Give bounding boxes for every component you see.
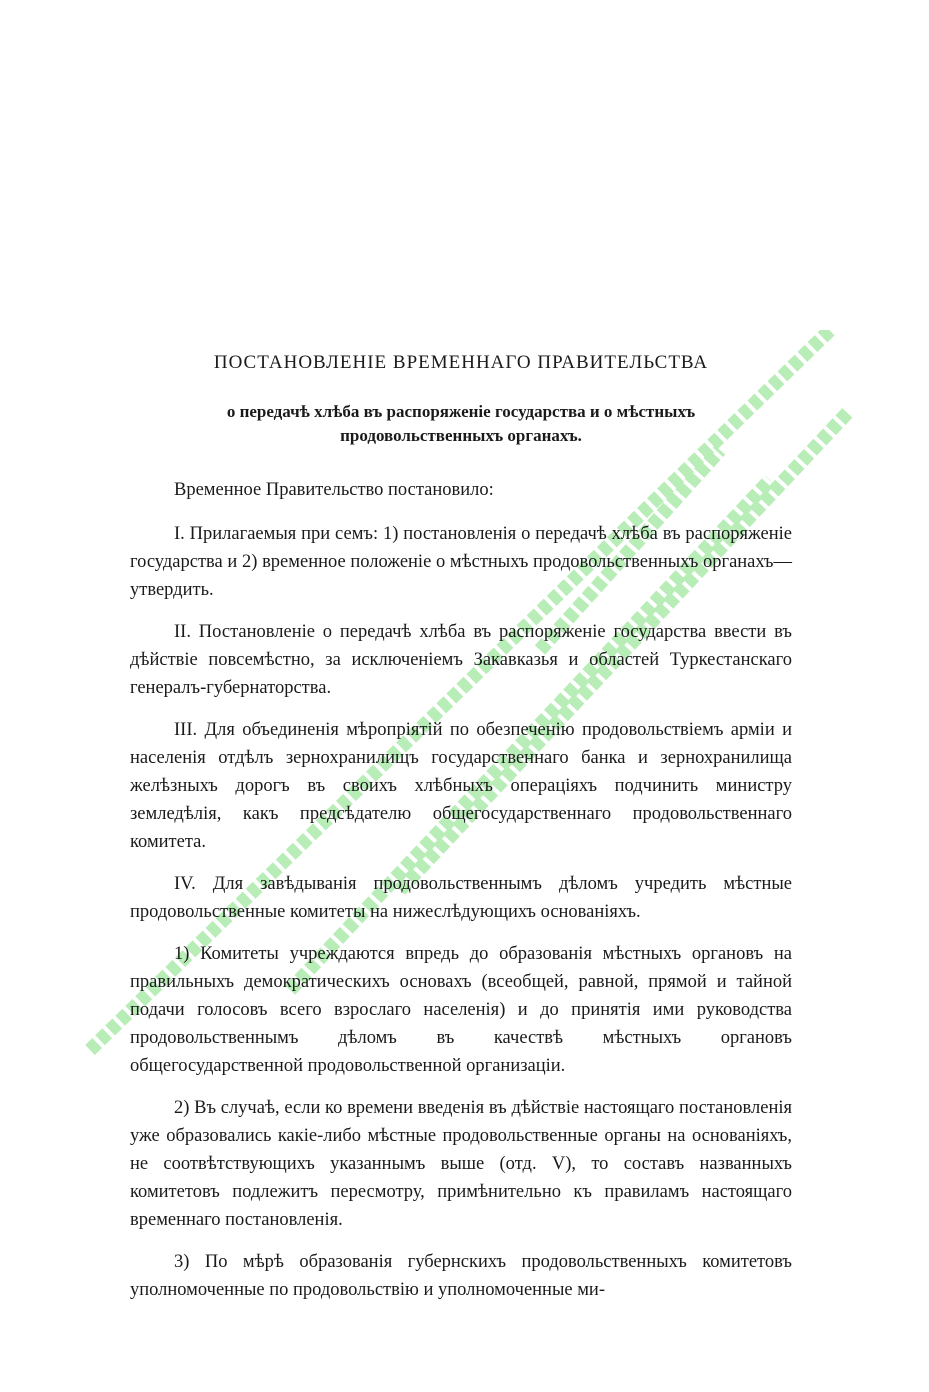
- document-body: [130, 352, 792, 1318]
- intro-paragraph: Временное Правительство постановило:: [174, 480, 494, 500]
- paragraph-6: 2) Въ случаѣ, если ко времени введенія въ дѣйствіе настоящаго постановленія уже образовались какіе-либо мѣстные продовольственные органы на основаніяхъ, не соотвѣтствующихъ указаннымъ выше (отд. V), то составъ названныхъ комитетовъ подлежитъ пересмотру, примѣнительно къ правиламъ настоящаго временнаго постановленія.: [130, 1098, 792, 1230]
- document-subtitle: [130, 400, 792, 448]
- paragraph-3: III. Для объединенія мѣропріятій по обезпеченію продовольствіемъ арміи и населенія отдѣлъ зернохранилищъ государственнаго банка и зернохранилища желѣзныхъ дорогъ въ своихъ хлѣбныхъ операціяхъ подчинить министру земледѣлія, какъ предсѣдателю общегосударственнаго продовольственнаго комитета.: [130, 720, 792, 852]
- document-title: ПОСТАНОВЛЕНІЕ ВРЕМЕННАГО ПРАВИТЕЛЬСТВА: [213, 352, 709, 373]
- paragraph-5: 1) Комитеты учреждаются впредь до образованія мѣстныхъ органовъ на правильныхъ демократическихъ основахъ (всеобщей, равной, прямой и тайной подачи голосовъ всего взрослаго населенія) и до принятія ими руководства продовольственнымъ дѣломъ въ качествѣ мѣстныхъ органовъ общегосударственной продовольственной организаціи.: [130, 944, 792, 1076]
- paragraph-7: 3) По мѣрѣ образованія губернскихъ продовольственныхъ комитетовъ уполномоченные по продовольствію и уполномоченные ми-: [130, 1252, 792, 1300]
- paragraph-1: I. Прилагаемыя при семъ: 1) постановленія о передачѣ хлѣба въ распоряженіе государства и 2) временное положеніе о мѣстныхъ продовольственныхъ органахъ—утвердить.: [130, 524, 792, 600]
- paragraph-4: IV. Для завѣдыванія продовольственнымъ дѣломъ учредить мѣстные продовольственные комитеты на нижеслѣдующихъ основаніяхъ.: [130, 874, 792, 922]
- subtitle-line: о передачѣ хлѣба въ распоряженіе государства и о мѣстныхъ: [226, 402, 696, 421]
- paragraph-2: II. Постановленіе о передачѣ хлѣба въ распоряженіе государства ввести въ дѣйствіе повсемѣстно, за исключеніемъ Закавказья и областей Туркестанскаго генералъ-губернаторства.: [130, 622, 792, 698]
- subtitle-line: продовольственныхъ органахъ.: [340, 426, 582, 445]
